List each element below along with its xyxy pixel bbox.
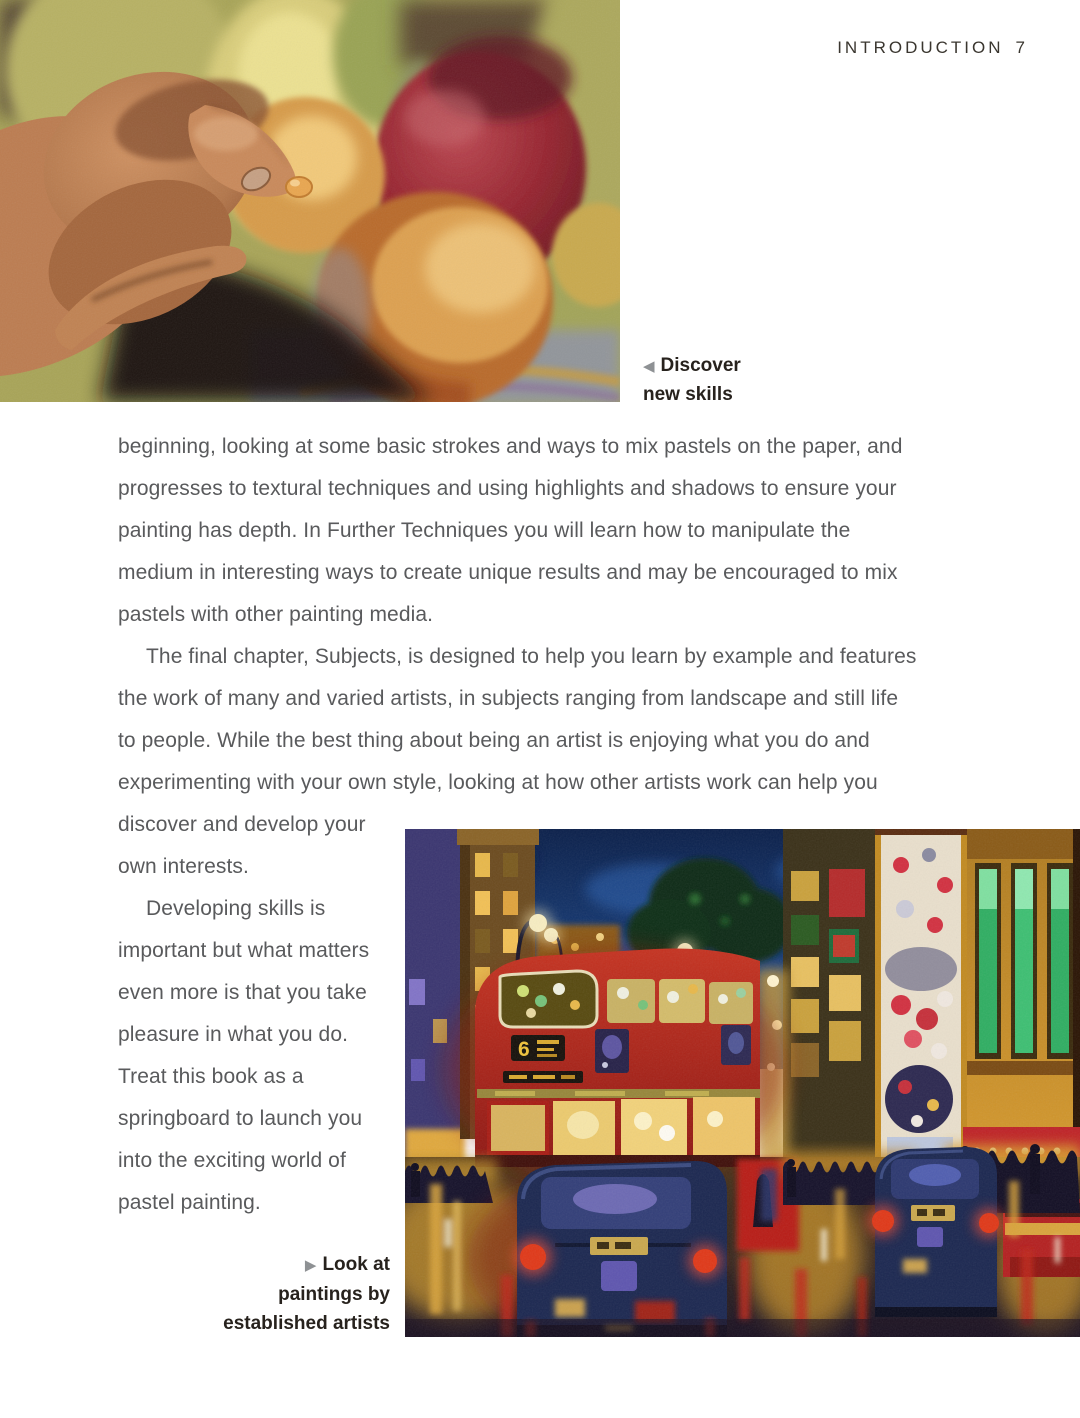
caption-line: new skills	[643, 384, 733, 405]
right-arrow-icon: ▶	[304, 1257, 317, 1274]
running-head	[837, 38, 1025, 58]
body-paragraph-2: The final chapter, Subjects, is designed to help you learn by example and features the work of many and varied artists, in subjects ranging from landscape and still life to people. While the best thing about being an artist is enjoying what you do and experimenting with your own style, looking at how other artists work can help you	[118, 645, 917, 794]
caption-discover-new-skills	[643, 352, 803, 409]
pastel-hand-photo	[0, 0, 620, 402]
body-paragraph-2-continued: discover and develop your own interests.	[118, 813, 366, 878]
body-paragraph-1: beginning, looking at some basic strokes and ways to mix pastels on the paper, and progresses to textural techniques and using highlights and shadows to ensure your painting has depth. In Further Techniques you will learn how to manipulate the medium in interesting ways to create unique results and may be encouraged to mix pastels with other painting media.	[118, 435, 903, 626]
chapter-title: INTRODUCTION	[837, 38, 1004, 57]
left-arrow-icon: ◀	[643, 358, 655, 375]
page-number: 7	[1015, 38, 1025, 57]
night-street-bus-painting	[405, 829, 1080, 1337]
caption-line: Discover	[660, 355, 741, 376]
caption-line: Look at	[322, 1254, 390, 1275]
night-street-bus-art	[405, 829, 1080, 1337]
caption-look-at-paintings	[118, 1250, 390, 1338]
bus-route-number: 6	[518, 1038, 530, 1061]
caption-line: established artists	[223, 1313, 390, 1334]
pastel-hand-photo-art	[0, 0, 620, 402]
caption-line: paintings by	[278, 1284, 390, 1305]
body-paragraph-3: Developing skills is important but what matters even more is that you take pleasure in what you do. Treat this book as a springboard to launch you into the exciting world of pastel painting.	[118, 897, 370, 1214]
